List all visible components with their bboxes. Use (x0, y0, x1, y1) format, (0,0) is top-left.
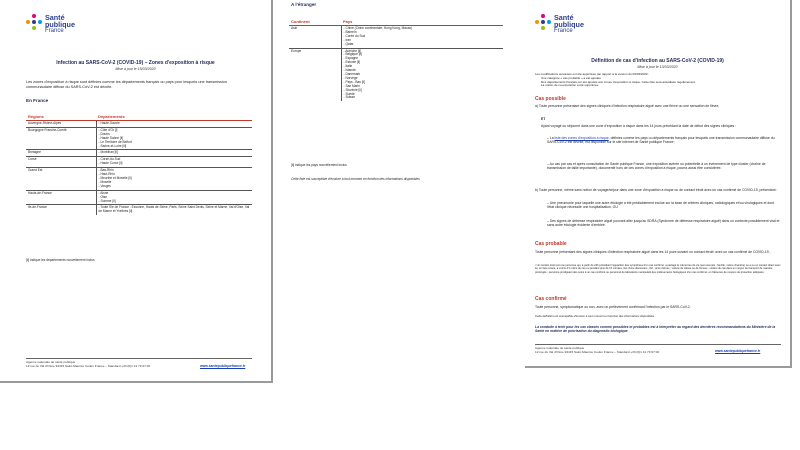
list-item: - Belgique [ii] (343, 52, 362, 57)
page-zones-france (0, 0, 273, 383)
table-etranger (289, 18, 503, 101)
row-label-cell: Hauts-de-France (26, 190, 96, 205)
row-values-cell (96, 150, 252, 157)
section-cas-probable: Cas probable (535, 241, 567, 247)
col-header-pays: Pays (341, 18, 503, 26)
bullet3-text: Une pneumonie pour laquelle une autre étiologie a été préalablement exclue sur la base de critères cliniques, radiologiques et/ou virologiques et dont l'état clinique nécessite une hospitalisation, OU (547, 201, 774, 210)
list-item: - Pays - Bas [ii] (343, 79, 365, 84)
list-item: - Autriche [ii] (343, 48, 362, 53)
footer-org: Agence nationale de santé publique (535, 346, 585, 350)
sante-publique-logo (26, 14, 75, 35)
update-date: Mise à jour le 13/03/2020 (637, 65, 678, 69)
footer-address (535, 346, 705, 354)
table-row (26, 150, 252, 157)
footer-website-link[interactable]: www.santepubliquefrance.fr (715, 349, 761, 353)
table-row (289, 26, 503, 49)
row-values-cell (96, 157, 252, 168)
list-item: - Haute-Savoie (98, 121, 120, 125)
table-row (26, 190, 252, 205)
list-item: - Oise (98, 194, 108, 199)
bullet-zones-list: – La liste des zones d'exposition à risque, définies comme les pays ou départements français pour lesquels une transmission communautaire diffuse du SARS-CoV-2 est décrite, est disponible sur le site internet de Santé publique France ; (547, 136, 775, 145)
list-item: - Haute Saône [ii] (98, 135, 124, 140)
possible-a2-text: Ayant voyagé ou séjourné dans une zone d'exposition à risque dans les 14 jours précédant la date de début des signes cliniques : (541, 124, 737, 128)
logo-line-2: publique (554, 20, 584, 29)
list-item: - Chine (Chine continentale, Hong Kong, Macao) (343, 26, 413, 30)
row-label-cell: Auvergne-Rhône-Alpes (26, 121, 96, 128)
footer-divider (26, 358, 252, 359)
list-item: - Corée du Sud (343, 33, 366, 38)
changes-intro: Les modifications suivantes ont été apportées par rapport à la version du 09/03/2020 : (535, 72, 650, 76)
list-item: - Aisne (98, 190, 109, 195)
intro-text: Les zones d'exposition à risque sont définies comme les départements français ou pays pour lesquels une transmission communautaire diffuse du SARS-CoV-2 est décrite. (26, 80, 228, 89)
list-evolution-note: Cette liste est susceptible d'évoluer à tout moment en fonction des informations disponibles (291, 177, 420, 181)
list-item: - Iran (343, 37, 351, 42)
table-row (289, 48, 503, 101)
row-label-cell: Corse (26, 157, 96, 168)
row-values-cell (341, 26, 503, 49)
row-label-cell: Bretagne (26, 150, 96, 157)
probable-text: Toute personne présentant des signes cliniques d'infection respiratoire aiguë dans les 14 jours suivant un contact étroit¹ avec un cas confirmé de COVID-19 ; (535, 250, 771, 254)
list-item: - Doubs (98, 131, 110, 136)
list-item: - Danemark (343, 71, 361, 76)
list-item: - Suède (343, 91, 355, 96)
page-title: Infection au SARS-CoV-2 (COVID-19) – Zones d'exposition à risque (56, 60, 215, 66)
bullet1-pre: La (549, 136, 555, 140)
row-label-cell: Ile-de-France (26, 205, 96, 215)
footer-addr: 12 rue du Val d'Osne 94415 Saint-Maurice Cedex France – Standard +33 (0)1 41 79 67 00 (535, 350, 660, 354)
bullet-detresse: – Des signes de détresse respiratoire aiguë pouvant aller jusqu'au SDRA (Syndrome de détresse respiratoire aiguë) dans un contexte possiblement viral et sans autre étiologie évidente d'emblée. (547, 219, 780, 228)
zones-risk-link[interactable]: liste des zones d'exposition à risque (554, 136, 609, 140)
bullet4-text: Des signes de détresse respiratoire aiguë pouvant aller jusqu'au SDRA (Syndrome de détresse respiratoire aiguë) dans un contexte possiblement viral et sans autre étiologie évidente d'emblée. (547, 219, 780, 228)
footer-address (26, 360, 186, 368)
section-cas-confirme: Cas confirmé (535, 296, 567, 302)
list-item: - Côte d'Or [i] (98, 127, 118, 132)
et-label: ET (541, 117, 546, 121)
list-item: - Le Territoire de Belfort (98, 139, 132, 144)
change-item: La notion de co-exposition a été supprimée (541, 83, 599, 88)
logo-dots-icon (535, 14, 551, 30)
list-item: - San Marin (343, 83, 360, 88)
definition-evolution-note: Cette définition est susceptible d'évoluer à tout moment en fonction des informations disponibles. (535, 314, 655, 318)
conclusion-text: La conduite à tenir pour les cas classés comme possibles et probables est à interpréter au regard des dernières recommandations du Ministère de la Santé en matière de priorisation du diagnostic biologique (535, 325, 776, 334)
list-item: - Haut-Rhin (98, 172, 115, 177)
section-cas-possible: Cas possible (535, 96, 566, 102)
changes-block (535, 73, 780, 88)
list-item: - Espagne (343, 56, 359, 61)
list-item: - Estonie [ii] (343, 60, 361, 65)
list-item: - Corse-du-Sud (98, 157, 121, 162)
footer-divider (535, 344, 781, 345)
footer-website-link[interactable]: www.santepubliquefrance.fr (200, 364, 246, 368)
logo-line-1: Santé (554, 13, 574, 22)
section-france: En France (26, 98, 49, 103)
list-item: - Moselle (98, 179, 112, 184)
row-values-cell (96, 168, 252, 191)
row-values-cell (96, 190, 252, 205)
update-date: Mise à jour le 15/03/2020 (115, 67, 156, 71)
list-item: - Slovénie [ii] (343, 87, 362, 92)
list-item: - Islande (343, 68, 356, 73)
logo-line-3: France (45, 28, 64, 34)
row-label-cell: Grand Est (26, 168, 96, 191)
list-item: - Italie (343, 64, 353, 69)
logo-dots-icon (26, 14, 42, 30)
sante-publique-logo (535, 14, 584, 35)
row-label-cell: Europe (289, 48, 341, 101)
list-item: - Bas-Rhin (98, 168, 114, 173)
list-item: - Haute Corse [ii] (98, 161, 123, 166)
bullet1-post: , définies comme les pays ou départements français pour lesquels une transmission communautaire diffuse du SARS-CoV-2 est décrite, est disponible sur le site internet de Santé publique France ; (547, 136, 775, 145)
page-zones-etranger (283, 0, 515, 190)
bullet-pneumonie: – Une pneumonie pour laquelle une autre étiologie a été préalablement exclue sur la base de critères cliniques, radiologiques et/ou virologiques et dont l'état clinique nécessite une hospitalisation, OU (547, 201, 774, 210)
row-values-cell (341, 48, 503, 101)
list-item: - Norvège (343, 75, 358, 80)
footnote-france: [ii] indique les départements nouvellement inclus (26, 258, 95, 262)
table-row (26, 205, 252, 215)
row-values-cell (96, 127, 252, 150)
table-row (26, 121, 252, 128)
page-definition-cas (525, 0, 792, 368)
bullet2-text: Au cas par cas et après consultation de Santé publique France, une exposition avérée ou potentielle à un événement de type cluster (chaîne de transmission de taille importante), documenté hors de ces zones d'exposition à risque, pourra aussi être considérée. (547, 162, 766, 171)
list-item: - Toute l'Ile de France : Essonne, Hauts de Seine, Paris, Seine Saint Denis, Seine et Marne, Val d'Oise, Val de Marne et Yvelines [ii] (98, 205, 250, 214)
contact-etroit-footnote: ¹ Un contact étroit est une personne qui, à partir de 24h précédant l'apparition des symptômes d'un cas confirmé, a partagé le même lieu de vie (par exemple : famille, même chambre) ou a eu un contact direct avec lui, en face à face, à moins d'1 mètre du cas ou pendant plus de 15 minutes, lors d'une discussion ; flirt ; amis intimes ; voisins de classe ou de bureau ; voisins du cas dans un moyen de transport de manière prolongée ; personne prodiguant des soins à un cas confirmé ou personnel de laboratoire manipulant des prélèvements biologiques d'un cas confirmé, en l'absence de moyens de protection adéquats. (535, 264, 781, 274)
possible-b-text: b) Toute personne, même sans notion de voyage/séjour dans une zone d'exposition à risque ou de contact étroit avec un cas confirmé de COVID-19, présentant : (535, 188, 778, 192)
confirmed-text: Toute personne, symptomatique ou non, avec un prélèvement confirmant l'infection par le SARS-CoV-2. (535, 305, 691, 309)
footnote-pays: [ii] indique les pays nouvellement inclus (291, 163, 347, 167)
bullet-cluster: – Au cas par cas et après consultation de Santé publique France, une exposition avérée ou potentielle à un événement de type cluster (chaîne de transmission de taille importante), documenté hors de ces zones d'exposition à risque, pourra aussi être considérée. (547, 162, 766, 171)
col-header-departements: Départements (96, 113, 252, 121)
list-item: - Bahreïn (343, 29, 357, 34)
page-title: Définition de cas d'infection au SARS-CoV-2 (COVID-19) (591, 58, 724, 64)
logo-line-1: Santé (45, 13, 65, 22)
table-france (26, 113, 252, 215)
list-item: - Morbihan [ii] (98, 150, 118, 155)
row-values-cell (96, 121, 252, 128)
change-item: Des départements français ont été ajoutés aux zones d'exposition à risque. Cette liste sera actualisée régulièrement (541, 79, 696, 84)
list-item: - Vosges (98, 183, 111, 188)
list-item: - Suisse (343, 95, 356, 100)
change-item: Une catégorie « cas probable » a été ajoutée (541, 75, 601, 80)
table-row (26, 157, 252, 168)
section-etranger: A l'étranger (291, 2, 317, 7)
table-row (26, 127, 252, 150)
footer-addr: 12 rue du Val d'Osne 94415 Saint-Maurice Cedex France – Standard +33 (0)1 41 79 67 00 (26, 364, 151, 368)
logo-line-2: publique (45, 20, 75, 29)
col-header-regions: Régions (26, 113, 96, 121)
table-row (26, 168, 252, 191)
row-values-cell (96, 205, 252, 215)
list-item: - Qatar (343, 41, 354, 46)
list-item: - Saône-et-Loire [iii] (98, 143, 127, 148)
row-label-cell: Asie (289, 26, 341, 49)
col-header-continent: Continent (289, 18, 341, 26)
possible-a-text: a) Toute personne présentant des signes cliniques d'infection respiratoire aiguë avec une fièvre ou une sensation de fièvre, (535, 104, 720, 108)
list-item: - Meurthe et Moselle [ii] (98, 175, 132, 180)
logo-line-3: France (554, 28, 573, 34)
row-label-cell: Bourgogne Franche-Comté (26, 127, 96, 150)
footer-org: Agence nationale de santé publique (26, 360, 76, 364)
list-item: - Somme [ii] (98, 198, 116, 203)
